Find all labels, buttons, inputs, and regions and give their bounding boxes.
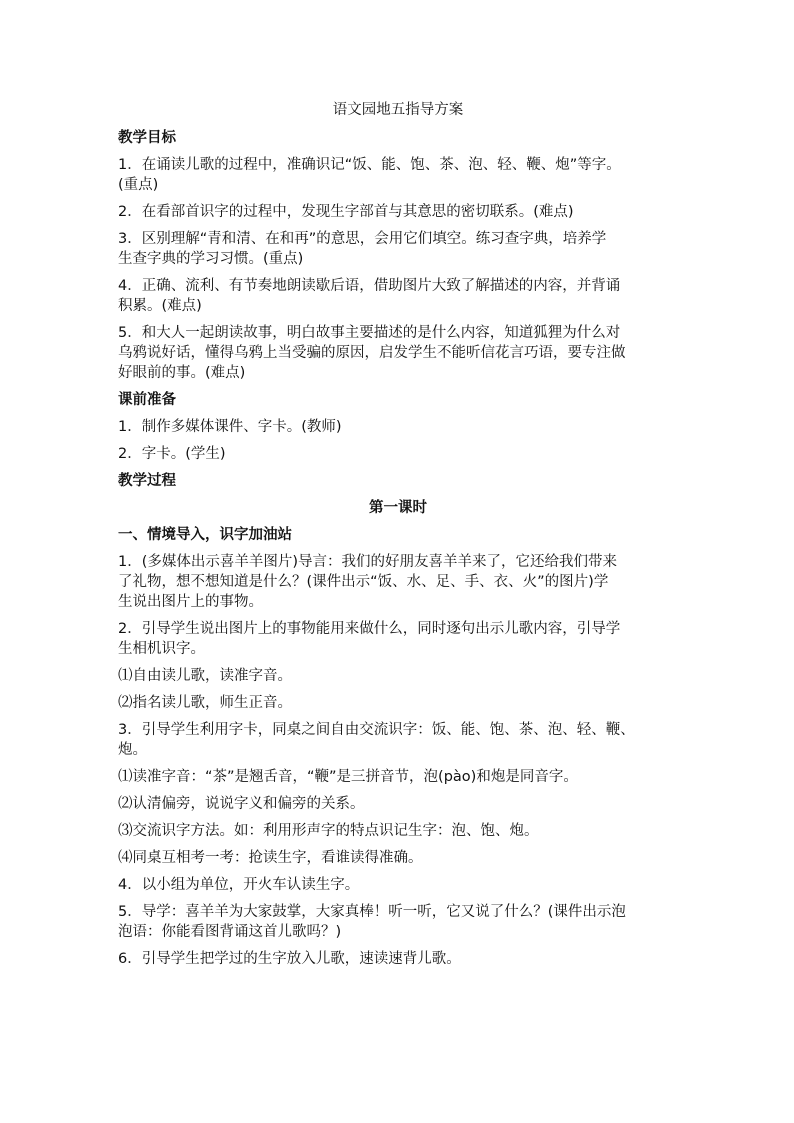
step-item [118,794,678,814]
step-line: 泡语：你能看图背诵这首儿歌吗？) [118,924,342,940]
step-line: 6．引导学生把学过的生字放入儿歌，速读速背儿歌。 [118,951,461,967]
document-page [118,100,678,976]
goal-line: (重点) [118,177,159,193]
goal-item [118,202,678,222]
step-line: ⑵指名读儿歌，师生正音。 [118,695,292,711]
goal-line: 乌鸦说好话，懂得乌鸦上当受骗的原因，启发学生不能听信花言巧语，要专注做 [118,345,626,361]
goal-line: 5．和大人一起朗读故事，明白故事主要描述的是什么内容，知道狐狸为什么对 [118,325,621,341]
step-item [118,767,678,787]
step-item [118,949,678,969]
goal-item [118,229,678,269]
step-item [118,693,678,713]
step-item [118,666,678,686]
step-line: ⑴读准字音：“茶”是翘舌音，“鞭”是三拼音节，泡(pào)和炮是同音字。 [118,769,578,785]
goals-heading: 教学目标 [118,130,176,146]
step-item [118,875,678,895]
step-line: ⑴自由读儿歌，读准字音。 [118,668,292,684]
step-line: 2．引导学生说出图片上的事物能用来做什么，同时逐句出示儿歌内容，引导学 [118,621,621,637]
prep-item: 1．制作多媒体课件、字卡。(教师) [118,419,342,435]
section-heading: 一、情境导入，识字加油站 [118,527,292,543]
step-line: 炮。 [118,742,147,758]
goal-line: 1．在诵读儿歌的过程中，准确识记“饭、能、饱、茶、泡、轻、鞭、炮”等字。 [118,157,621,173]
step-item [118,619,678,659]
goal-line: 3．区别理解“青和清、在和再”的意思，会用它们填空。练习查字典，培养学 [118,231,607,247]
goal-item [118,276,678,316]
steps-list [118,552,678,969]
prep-item: 2．字卡。(学生) [118,446,226,462]
step-line: ⑷同桌互相考一考：抢读生字，看谁读得准确。 [118,850,423,866]
goal-line: 积累。(难点) [118,298,202,314]
step-line: 1．(多媒体出示喜羊羊图片)导言：我们的好朋友喜羊羊来了，它还给我们带来 [118,554,618,570]
step-line: 生说出图片上的事物。 [118,594,263,610]
prep-heading: 课前准备 [118,392,176,408]
process-heading: 教学过程 [118,473,176,489]
goal-item [118,323,678,383]
step-line: 了礼物，想不想知道是什么？(课件出示“饭、水、足、手、衣、火”的图片)学 [118,574,609,590]
goal-line: 生查字典的学习习惯。(重点) [118,251,304,267]
goal-line: 4．正确、流利、有节奏地朗读歇后语，借助图片大致了解描述的内容，并背诵 [118,278,621,294]
step-line: 生相机识字。 [118,641,205,657]
step-item [118,552,678,612]
step-item [118,821,678,841]
step-line: 3．引导学生利用字卡，同桌之间自由交流识字：饭、能、饱、茶、泡、轻、鞭、 [118,722,635,738]
lesson-heading: 第一课时 [369,500,427,516]
document-title: 语文园地五指导方案 [332,102,464,118]
goal-line: 2．在看部首识字的过程中，发现生字部首与其意思的密切联系。(难点) [118,204,574,220]
step-item [118,720,678,760]
step-line: ⑵认清偏旁，说说字义和偏旁的关系。 [118,796,365,812]
step-item [118,848,678,868]
step-line: ⑶交流识字方法。如：利用形声字的特点识记生字：泡、饱、炮。 [118,823,539,839]
goals-list [118,155,678,383]
step-line: 4．以小组为单位，开火车认读生字。 [118,877,360,893]
step-item [118,902,678,942]
goal-line: 好眼前的事。(难点) [118,365,246,381]
step-line: 5．导学：喜羊羊为大家鼓掌，大家真棒！听一听，它又说了什么？(课件出示泡 [118,904,626,920]
goal-item [118,155,678,195]
